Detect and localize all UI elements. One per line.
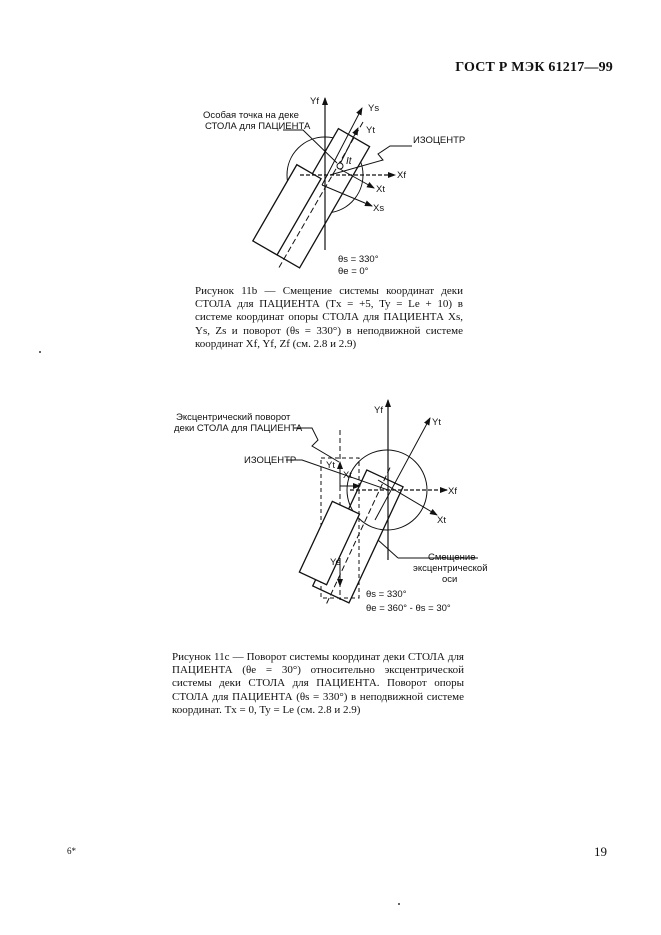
- label-xf: Xf: [397, 170, 406, 181]
- document-id: ГОСТ Р МЭК 61217—99: [455, 60, 613, 75]
- label-ecc-2: деки СТОЛА для ПАЦИЕНТА: [174, 423, 303, 434]
- label-ye: Ye: [330, 557, 341, 568]
- page-number: 19: [594, 844, 607, 859]
- label-yt: Yt: [366, 125, 375, 136]
- label-ecc-1: Эксцентрический поворот: [176, 412, 291, 423]
- label-xs: Xs: [373, 203, 385, 214]
- label-it: It: [346, 156, 352, 167]
- it-point: [337, 163, 343, 169]
- scan-speck: [39, 351, 41, 353]
- label-theta-e-c: θe = 360° - θs = 30°: [366, 603, 451, 614]
- label-ys: Ys: [368, 103, 380, 114]
- figure-11c-caption: Рисунок 11c — Поворот системы координат деки СТОЛА для ПАЦИЕНТА (θe = 30°) относительно эксцентрической системы деки СТОЛА для ПАЦИЕНТА. Поворот опоры СТОЛА для ПАЦИЕНТА (θs = 330°) в неподвижной системе координат. Tx = 0, Ty = Le (см. 2.8 и 2.9): [172, 651, 464, 716]
- label-special-point-1: Особая точка на деке: [203, 110, 299, 121]
- yt-axis-c: [375, 418, 430, 520]
- label-yt-left: Yt: [326, 460, 335, 471]
- scan-speck: [398, 903, 400, 905]
- label-offset-2: эксцентрической: [413, 563, 488, 574]
- label-special-point-2: СТОЛА для ПАЦИЕНТА: [205, 121, 311, 132]
- isocenter-leader-c: [286, 460, 388, 490]
- label-offset-3: оси: [442, 574, 458, 585]
- label-offset-1: Смещение: [428, 552, 476, 563]
- footer-mark: 6*: [67, 846, 76, 856]
- label-isocenter-c: ИЗОЦЕНТР: [244, 455, 297, 466]
- figure-11b-caption: Рисунок 11b — Смещение системы координат деки СТОЛА для ПАЦИЕНТА (Tx = +5, Ty = Le + 10) в системе координат опоры СТОЛА для ПАЦИЕНТА Xs, Ys, Zs и поворот (θs = 330°) в неподвижной системе координат Xf, Yf, Zf (см. 2.8 и 2.9): [195, 285, 463, 350]
- label-theta-s-c: θs = 330°: [366, 589, 407, 600]
- label-xt-c: Xt: [437, 515, 446, 526]
- label-yt-right: Yt: [432, 417, 441, 428]
- label-theta-e-b: θe = 0°: [338, 266, 369, 277]
- label-xt: Xt: [376, 184, 385, 195]
- label-yf-c: Yf: [374, 405, 383, 416]
- label-isocenter-b: ИЗОЦЕНТР: [413, 135, 466, 146]
- label-theta-s-b: θs = 330°: [338, 254, 379, 265]
- label-xf-c: Xf: [448, 486, 457, 497]
- label-xt-small: Xt: [343, 470, 352, 481]
- label-yf: Yf: [310, 96, 319, 107]
